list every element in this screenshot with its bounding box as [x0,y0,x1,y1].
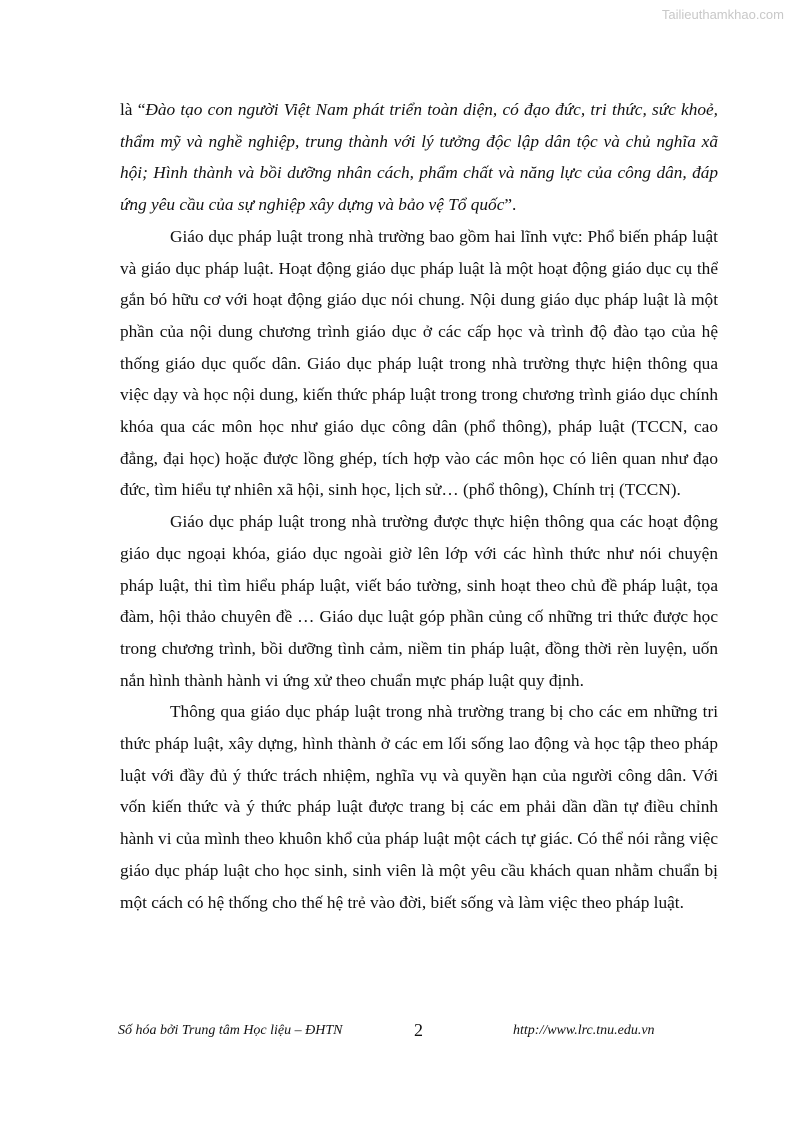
watermark: Tailieuthamkhao.com [661,7,784,22]
paragraph-1-tail: ”. [504,195,517,215]
paragraph-1-lead: là “ [120,100,146,119]
page-number: 2 [414,1020,423,1040]
paragraph-3: Giáo dục pháp luật trong nhà trường được thực hiện thông qua các hoạt động giáo dục ngoại khóa, giáo dục ngoài giờ lên lớp với các hình thức như nói chuyện pháp luật, thi tìm hiểu pháp luật, viết báo tường, sinh hoạt theo chủ đề pháp luật, tọa đàm, hội thảo chuyên đề … Giáo dục luật góp phần củng cố những tri thức được học trong chương trình, bồi dưỡng tình cảm, niềm tin pháp luật, đồng thời rèn luyện, uốn nắn hình thành hành vi ứng xử theo chuẩn mực pháp luật quy định. [120,512,718,690]
document-body [120,94,718,918]
quoted-education-goal: Đào tạo con người Việt Nam phát triển toàn diện, có đạo đức, tri thức, sức khoẻ, thẩm mỹ và nghề nghiệp, trung thành với lý tưởng độc lập dân tộc và chủ nghĩa xã hội; Hình thành và bồi dưỡng nhân cách, phẩm chất và năng lực của công dân, đáp ứng yêu cầu của sự nghiệp xây dựng và bảo vệ Tổ quốc [120,100,718,215]
page-footer [118,1022,718,1044]
footer-url[interactable]: http://www.lrc.tnu.edu.vn [513,1023,655,1038]
footer-source: Số hóa bởi Trung tâm Học liệu – ĐHTN [118,1023,343,1038]
paragraph-2: Giáo dục pháp luật trong nhà trường bao gồm hai lĩnh vực: Phổ biến pháp luật và giáo dục pháp luật. Hoạt động giáo dục pháp luật là một hoạt động giáo dục cụ thể gắn bó hữu cơ với hoạt động giáo dục nói chung. Nội dung giáo dục pháp luật là một phần của nội dung chương trình giáo dục ở các cấp học và trình độ đào tạo của hệ thống giáo dục quốc dân. Giáo dục pháp luật trong nhà trường thực hiện thông qua việc dạy và học nội dung, kiến thức pháp luật trong trong chương trình giáo dục chính khóa qua các môn học như giáo dục công dân (phổ thông), pháp luật (TCCN, cao đẳng, đại học) hoặc được lồng ghép, tích hợp vào các môn học có liên quan như đạo đức, tìm hiểu tự nhiên xã hội, sinh học, lịch sử… (phổ thông), Chính trị (TCCN). [120,226,718,500]
paragraph-4: Thông qua giáo dục pháp luật trong nhà trường trang bị cho các em những tri thức pháp luật, xây dựng, hình thành ở các em lối sống lao động và học tập theo pháp luật với đầy đủ ý thức trách nhiệm, nghĩa vụ và quyền hạn của người công dân. Với vốn kiến thức và ý thức pháp luật được trang bị các em phải dần dần tự điều chỉnh hành vi của mình theo khuôn khổ của pháp luật một cách tự giác. Có thể nói rằng việc giáo dục pháp luật cho học sinh, sinh viên là một yêu cầu khách quan nhằm chuẩn bị một cách có hệ thống cho thế hệ trẻ vào đời, biết sống và làm việc theo pháp luật. [120,702,718,912]
paragraph-1 [120,94,718,221]
